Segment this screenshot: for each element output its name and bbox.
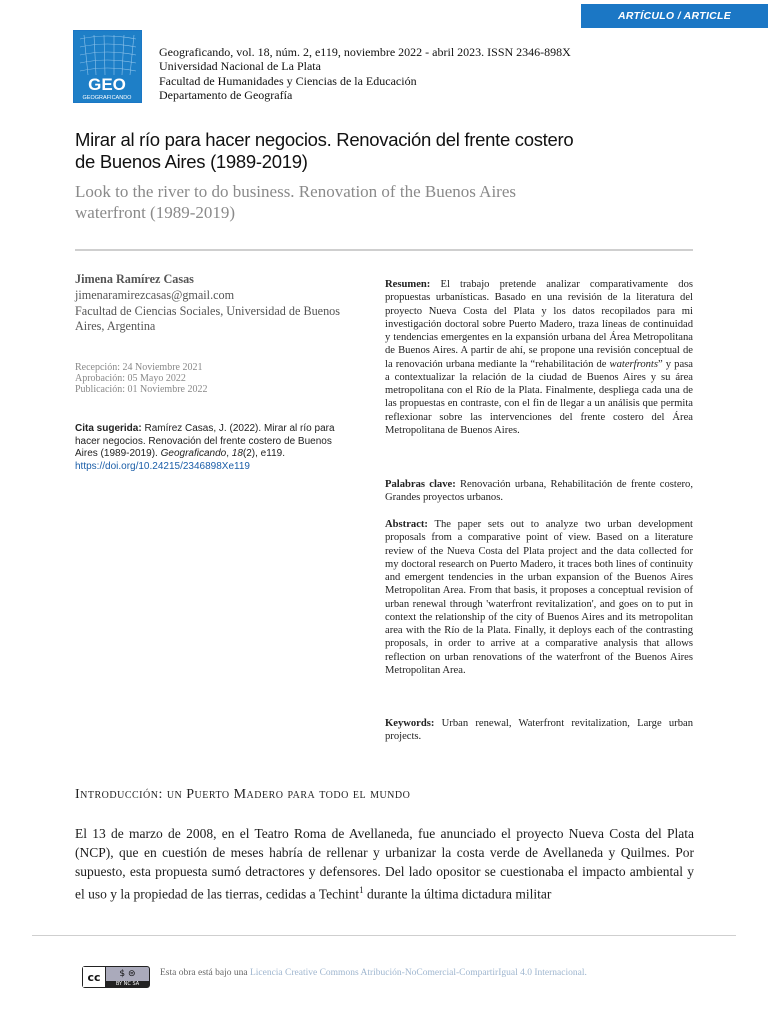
citation-doi-link[interactable]: https://doi.org/10.24215/2346898Xe119 <box>75 460 250 472</box>
license-notice <box>160 968 587 978</box>
resumen-text: El trabajo pretende analizar comparativamente dos propuestas urbanísticas. Basado en una revisión de la literatura del proyecto Nueva Costa del Plata y los datos recopilados para mi investigación doctoral sobre Puerto Madero, traza líneas de continuidad y tendencias emergentes en la expansión urbana del Área Metropolitana de Buenos Aires. A partir de ahí, se propone una revisión conceptual de la renovación urbana mediante la “rehabilitación de <box>385 279 693 370</box>
keywords-label: Keywords: <box>385 718 435 729</box>
abstract-label: Abstract: <box>385 519 428 530</box>
logo-text: GEO <box>88 75 126 94</box>
suggested-citation <box>75 423 345 473</box>
cc-license-icons: $ ⊜ <box>119 969 136 979</box>
keywords-paragraph <box>385 717 693 744</box>
resumen-label: Resumen: <box>385 279 431 290</box>
journal-citation-line: Geograficando, vol. 18, núm. 2, e119, noviembre 2022 - abril 2023. ISSN 2346-898X <box>159 45 571 59</box>
title-en-line: waterfront (1989-2019) <box>75 203 236 222</box>
date-received: Recepción: 24 Noviembre 2021 <box>75 362 203 373</box>
header-divider <box>75 249 693 251</box>
resumen-paragraph <box>385 278 693 437</box>
cc-license-bar: BY NC SA <box>106 981 149 987</box>
citation-journal: Geograficando <box>160 448 227 460</box>
article-type-tag: ARTÍCULO / ARTICLE <box>581 4 768 28</box>
cc-icon: cc <box>83 967 106 987</box>
title-en-line: Look to the river to do business. Renovation of the Buenos Aires <box>75 182 516 201</box>
article-title-spanish <box>75 129 675 173</box>
citation-sep: , <box>226 448 232 460</box>
journal-university: Universidad Nacional de La Plata <box>159 59 321 74</box>
author-affiliation: Facultad de Ciencias Sociales, Universidad de Buenos <box>75 303 341 318</box>
journal-logo <box>73 30 142 103</box>
author-block <box>75 272 370 335</box>
journal-info <box>159 45 571 102</box>
citation-volume: 18 <box>231 448 243 460</box>
palabras-clave-paragraph <box>385 478 693 505</box>
abstract-paragraph <box>385 518 693 677</box>
article-dates <box>75 362 207 395</box>
abstract-text: The paper sets out to analyze two urban development proposals from a comparative point of view. Based on a literature review of the Nueva Costa del Plata project and the data collected for my doctoral research on Puerto Madero, it traces both lines of continuity and emergent tendencies in the urban expansion of the Buenos Aires Metropolitan Area. From that basis, it proposes a conceptual revision of urban renewal through 'waterfront revitalization', and goes on to put in context the relationship of the city of Buenos Aires and its metropolitan area with the Río de la Plata. Finally, it deploys each of the contrasting proposals, in order to arrive at a comparative analysis that allows reflection on urban renovations of the waterfront of the Buenos Aires Metropolitan Area. <box>385 519 693 676</box>
resumen-term: waterfronts <box>609 358 658 370</box>
logo-subtext: GEOGRAFICANDO <box>82 95 132 101</box>
license-prefix: Esta obra está bajo una <box>160 968 250 978</box>
footer-divider <box>32 935 736 936</box>
palabras-text: Renovación urbana, Rehabilitación de frente costero, Grandes proyectos urbanos. <box>385 479 694 504</box>
section-heading: Introducción: un Puerto Madero para todo el mundo <box>75 787 411 802</box>
journal-department: Departamento de Geografía <box>159 87 293 102</box>
citation-issue: (2), e119. <box>242 448 285 460</box>
creative-commons-badge[interactable] <box>82 966 150 988</box>
palabras-label: Palabras clave: <box>385 479 456 490</box>
article-title-english <box>75 181 595 223</box>
date-approved: Aprobación: 05 Mayo 2022 <box>75 373 186 384</box>
date-published: Publicación: 01 Noviembre 2022 <box>75 384 208 395</box>
body-paragraph <box>75 824 694 904</box>
author-name: Jimena Ramírez Casas <box>75 272 194 286</box>
title-es-line: Mirar al río para hacer negocios. Renovación del frente costero <box>75 129 574 150</box>
citation-text: Ramírez Casas, J. (2022). Mirar al río para hacer negocios. Renovación del frente costero de Buenos Aires (1989-2019). <box>75 423 335 460</box>
journal-faculty: Facultad de Humanidades y Ciencias de la Educación <box>159 73 417 88</box>
footnote-marker[interactable]: 1 <box>359 885 364 895</box>
license-link[interactable]: Licencia Creative Commons Atribución-NoComercial-CompartirIgual 4.0 Internacional. <box>249 968 587 978</box>
keywords-text: Urban renewal, Waterfront revitalization, Large urban projects. <box>385 718 693 743</box>
title-es-line: de Buenos Aires (1989-2019) <box>75 151 308 172</box>
body-text: durante la última dictadura militar <box>363 886 552 902</box>
body-text: El 13 de marzo de 2008, en el Teatro Roma de Avellaneda, fue anunciado el proyecto Nueva Costa del Plata (NCP), que en cuestión de meses habría de rellenar y urbanizar la costa verde de Avellaneda y Quilmes. Por supuesto, esta propuesta sumó detractores y defensores. Del lado opositor se cuestionaba el impacto ambiental y el uso y la propiedad de las tierras, cedidas a Techint <box>75 826 694 902</box>
citation-label: Cita sugerida: <box>75 423 142 434</box>
globe-grid-icon <box>74 31 141 102</box>
author-email[interactable]: jimenaramirezcasas@gmail.com <box>75 287 235 302</box>
resumen-text: ” y pasa a contextualizar la relación de la ciudad de Buenos Aires y su área metropolitana con el Río de la Plata. Finalmente, despliega cada una de las propuestas en contraste, con el fin de llegar a un análisis que permita reflexionar sobre las intervenciones del frente costero del Área Metropolitana de Buenos Aires. <box>385 358 693 436</box>
author-affiliation: Aires, Argentina <box>75 319 156 334</box>
